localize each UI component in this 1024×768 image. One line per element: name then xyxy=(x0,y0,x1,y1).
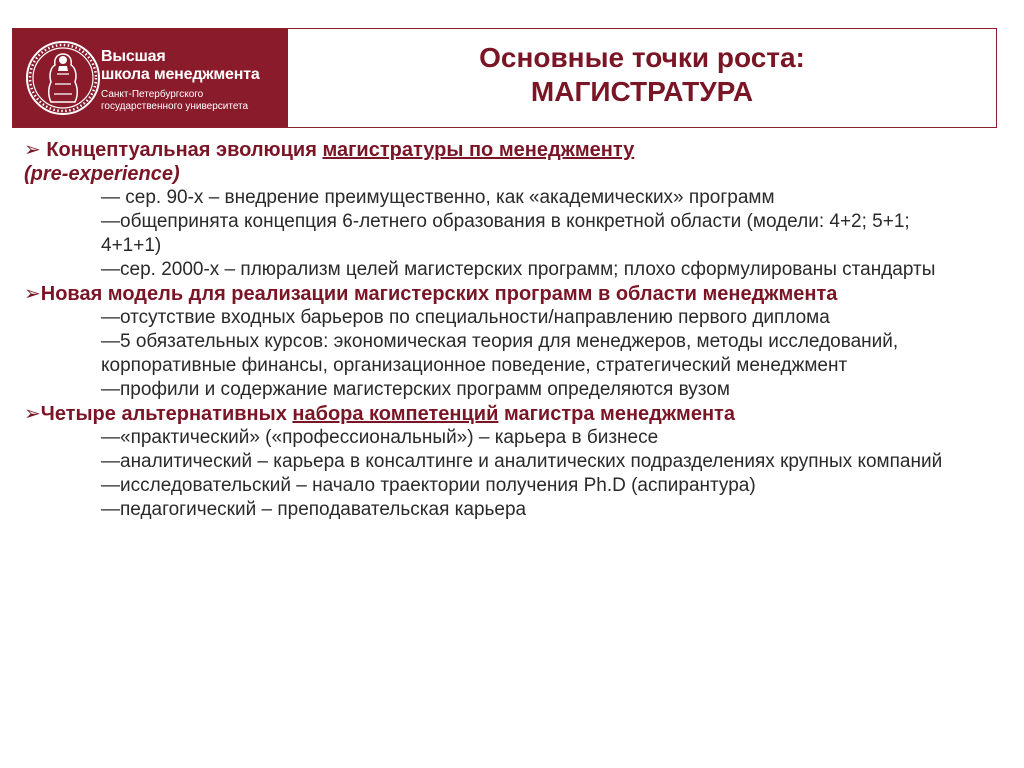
section-heading xyxy=(24,138,992,186)
gsom-logo xyxy=(13,29,288,127)
slide-content xyxy=(24,138,992,522)
dash-bullet-icon: — xyxy=(101,499,120,520)
logo-subtitle-line2: государственного университета xyxy=(101,101,249,112)
list-item xyxy=(101,498,972,522)
list-item-text: педагогический – преподавательская карьера xyxy=(120,499,527,520)
list-item xyxy=(101,258,972,282)
section-heading-text: Четыре альтернативных xyxy=(40,403,293,425)
list-item-text: «практический» («профессиональный») – карьера в бизнесе xyxy=(120,427,659,448)
dash-bullet-icon: — xyxy=(101,379,120,400)
dash-bullet-icon: — xyxy=(101,259,120,280)
logo-title-line1: Высшая xyxy=(101,48,166,65)
section-heading-underlined: набора компетенций xyxy=(292,403,499,425)
section-heading-underlined: магистратуры по менеджменту xyxy=(322,139,635,161)
slide-header xyxy=(12,28,997,128)
arrow-bullet-icon: ➢ xyxy=(24,283,41,305)
slide-title-line2: МАГИСТРАТУРА xyxy=(530,76,754,107)
list-item xyxy=(101,330,972,378)
dash-bullet-icon: — xyxy=(101,187,120,208)
list-item-text: исследовательский – начало траектории получения Ph.D (аспирантура) xyxy=(120,475,756,496)
logo-title-line2: школа менеджмента xyxy=(101,66,260,83)
section-heading xyxy=(24,282,992,306)
university-seal-icon xyxy=(24,38,102,118)
slide-title-line1: Основные точки роста: xyxy=(479,42,805,73)
list-item-text: сер. 2000-х – плюрализм целей магистерских программ; плохо сформулированы стандарты xyxy=(120,259,936,280)
dash-bullet-icon: — xyxy=(101,427,120,448)
slide-title xyxy=(288,41,996,109)
list-item xyxy=(101,210,972,258)
list-item-text: общепринята концепция 6-летнего образования в конкретной области (модели: 4+2; 5+1; 4+1+1) xyxy=(101,211,910,256)
arrow-bullet-icon: ➢ xyxy=(24,139,41,161)
list-item-text: аналитический – карьера в консалтинге и аналитических подразделениях крупных компаний xyxy=(120,451,943,472)
section-heading-italic: (pre-experience) xyxy=(24,163,180,185)
list-item xyxy=(101,378,972,402)
list-item-text: 5 обязательных курсов: экономическая теория для менеджеров, методы исследований, корпоративные финансы, организационное поведение, стратегический менеджмент xyxy=(101,331,899,376)
logo-subtitle-line1: Санкт-Петербургского xyxy=(101,89,204,100)
list-item xyxy=(101,474,972,498)
arrow-bullet-icon: ➢ xyxy=(24,403,41,425)
dash-bullet-icon: — xyxy=(101,475,120,496)
list-item xyxy=(101,186,972,210)
list-item-text: сер. 90-х – внедрение преимущественно, как «академических» программ xyxy=(120,187,775,208)
list-item xyxy=(101,450,972,474)
dash-bullet-icon: — xyxy=(101,211,120,232)
list-item xyxy=(101,306,972,330)
section-heading-text: Концептуальная эволюция xyxy=(46,139,323,161)
dash-bullet-icon: — xyxy=(101,331,120,352)
section-heading-text: Новая модель для реализации магистерских программ в области менеджмента xyxy=(40,283,838,305)
section-heading xyxy=(24,402,992,426)
list-item xyxy=(101,426,972,450)
list-item-text: профили и содержание магистерских программ определяются вузом xyxy=(120,379,730,400)
dash-bullet-icon: — xyxy=(101,307,120,328)
section-heading-text-end: магистра менеджмента xyxy=(498,403,735,425)
list-item-text: отсутствие входных барьеров по специальности/направлению первого диплома xyxy=(120,307,830,328)
dash-bullet-icon: — xyxy=(101,451,120,472)
